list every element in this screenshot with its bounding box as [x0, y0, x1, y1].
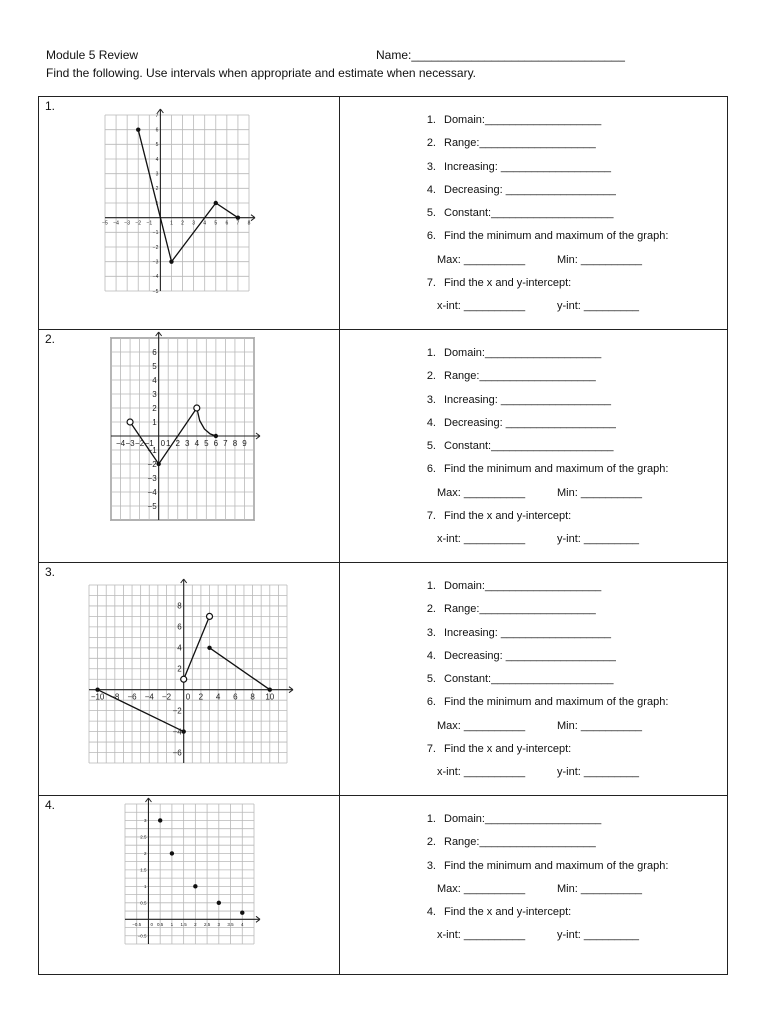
xint-blank[interactable]: x-int: __________	[437, 929, 526, 942]
graph-cell-1	[39, 97, 340, 330]
x-tick-label: 2	[198, 692, 204, 702]
constant-blank[interactable]: Constant:____________________	[444, 207, 614, 220]
domain-blank[interactable]: Domain:___________________	[444, 347, 602, 359]
answer-minmax	[412, 249, 668, 272]
y-tick-label: −2	[152, 244, 159, 251]
x-tick-label: 10	[265, 692, 275, 702]
x-tick-label: 5	[204, 439, 209, 448]
intercepts-label: Find the x and y-intercept:	[444, 277, 572, 290]
question-increasing: 3. Increasing: __________________	[426, 626, 611, 639]
closed-point	[214, 434, 218, 438]
question-intercepts: 7. Find the x and y-intercept:	[426, 510, 572, 523]
problem-row-1	[39, 97, 728, 330]
increasing-blank[interactable]: Increasing: __________________	[444, 626, 611, 639]
y-tick-label: 3	[152, 389, 157, 399]
y-tick-label: 1	[143, 883, 147, 889]
closed-point	[181, 729, 185, 733]
x-tick-label: 0.5	[157, 921, 164, 927]
x-tick-label: 3.5	[227, 921, 234, 927]
constant-blank[interactable]: Constant:____________________	[444, 440, 614, 453]
question-list-3	[412, 575, 668, 785]
x-tick-label: −1	[146, 220, 153, 227]
x-tick-label: −10	[90, 692, 105, 702]
closed-point	[158, 818, 162, 822]
closed-point	[170, 851, 174, 855]
xint-blank[interactable]: x-int: __________	[437, 766, 526, 779]
max-blank[interactable]: Max: __________	[437, 719, 526, 732]
graph-3	[39, 563, 339, 795]
minmax-label: Find the minimum and maximum of the graph:	[444, 463, 669, 476]
x-tick-label: −4	[113, 220, 119, 227]
question-list-4	[412, 808, 668, 948]
x-tick-label: 2.5	[203, 921, 211, 927]
question-increasing: 3. Increasing: __________________	[426, 393, 611, 406]
x-tick-label: 1	[165, 439, 171, 448]
question-minmax: 6. Find the minimum and maximum of the graph:	[426, 230, 669, 243]
question-list-2	[412, 342, 668, 552]
x-tick-label: 1	[170, 220, 173, 227]
open-point	[207, 613, 213, 619]
minmax-label: Find the minimum and maximum of the graph:	[444, 230, 669, 243]
y-tick-label: 2	[143, 850, 147, 856]
question-list-1	[412, 109, 668, 319]
problem-number: 2.	[45, 332, 56, 346]
domain-blank[interactable]: Domain:___________________	[444, 813, 602, 825]
questions-cell-3	[340, 563, 728, 796]
problem-row-3	[39, 563, 728, 796]
decreasing-blank[interactable]: Decreasing: __________________	[444, 183, 616, 196]
question-intercepts: 7. Find the x and y-intercept:	[426, 277, 572, 290]
domain-blank[interactable]: Domain:___________________	[444, 114, 602, 126]
closed-point	[268, 688, 272, 692]
minmax-label: Find the minimum and maximum of the graph:	[444, 859, 669, 872]
answer-intercepts	[412, 295, 668, 318]
y-tick-label: 2	[177, 664, 182, 674]
x-tick-label: −2	[135, 439, 145, 448]
x-tick-label: 8	[247, 220, 251, 227]
question-intercepts: 4. Find the x and y-intercept:	[426, 906, 572, 919]
graph-1	[39, 97, 339, 329]
x-tick-label: 6	[225, 220, 229, 227]
answer-intercepts	[412, 761, 668, 784]
x-tick-label: 4	[203, 220, 207, 227]
closed-point	[169, 259, 173, 263]
y-tick-label: 2	[155, 186, 159, 193]
question-domain: 1. Domain:___________________	[426, 813, 602, 825]
problem-number: 4.	[45, 798, 56, 812]
question-decreasing: 4. Decreasing: __________________	[426, 183, 616, 196]
y-tick-label: 8	[177, 601, 182, 611]
instructions: Find the following. Use intervals when appropriate and estimate when necessary.	[46, 66, 477, 80]
max-blank[interactable]: Max: __________	[437, 253, 526, 266]
answer-minmax	[412, 878, 668, 901]
question-domain: 1. Domain:___________________	[426, 580, 602, 592]
x-tick-label: −0.5	[132, 921, 142, 927]
y-tick-label: −4	[172, 727, 182, 737]
answer-minmax	[412, 715, 668, 738]
y-tick-label: 5	[152, 361, 157, 371]
y-tick-label: −2	[172, 706, 182, 716]
question-minmax: 3. Find the minimum and maximum of the graph:	[426, 859, 669, 872]
question-minmax: 6. Find the minimum and maximum of the graph:	[426, 463, 669, 476]
xint-blank[interactable]: x-int: __________	[437, 300, 526, 313]
x-tick-label: 4	[215, 692, 221, 702]
decreasing-blank[interactable]: Decreasing: __________________	[444, 416, 616, 429]
intercepts-label: Find the x and y-intercept:	[444, 510, 572, 523]
x-tick-label: −3	[124, 220, 131, 227]
intercepts-label: Find the x and y-intercept:	[444, 906, 572, 919]
x-tick-label: −2	[135, 220, 142, 227]
x-tick-label: −8	[110, 692, 120, 702]
x-tick-label: 0	[150, 921, 153, 927]
problem-table	[38, 96, 728, 975]
y-tick-label: −5	[147, 501, 157, 511]
x-tick-label: −6	[127, 692, 137, 702]
question-constant: 5. Constant:____________________	[426, 207, 614, 220]
y-tick-label: 4	[155, 156, 159, 163]
increasing-blank[interactable]: Increasing: __________________	[444, 160, 611, 173]
x-tick-label: 1.5	[180, 921, 187, 927]
graph-cell-2	[39, 330, 340, 563]
max-blank[interactable]: Max: __________	[437, 486, 526, 499]
x-tick-label: 3	[217, 921, 221, 927]
decreasing-blank[interactable]: Decreasing: __________________	[444, 649, 616, 662]
minmax-label: Find the minimum and maximum of the graph:	[444, 696, 669, 709]
x-tick-label: 3	[185, 439, 190, 448]
closed-point	[156, 462, 160, 466]
min-blank[interactable]: Min: __________	[557, 882, 643, 895]
max-blank[interactable]: Max: __________	[437, 882, 526, 895]
open-point	[194, 405, 200, 411]
y-tick-label: −4	[152, 274, 159, 281]
question-constant: 5. Constant:____________________	[426, 673, 614, 686]
question-range: 2. Range:___________________	[426, 836, 596, 849]
x-tick-label: 7	[223, 439, 228, 448]
increasing-blank[interactable]: Increasing: __________________	[444, 393, 611, 406]
y-tick-label: −4	[147, 487, 157, 497]
y-tick-label: 5	[155, 142, 159, 149]
y-tick-label: 6	[152, 347, 157, 357]
graph-2	[39, 330, 339, 562]
yint-blank[interactable]: y-int: _________	[557, 766, 639, 779]
question-minmax: 6. Find the minimum and maximum of the graph:	[426, 696, 669, 709]
x-tick-label: 7	[236, 220, 240, 227]
name-field[interactable]: Name:________________________________	[376, 48, 625, 62]
y-tick-label: 6	[155, 127, 159, 134]
questions-cell-1	[340, 97, 728, 330]
graph-cell-4	[39, 796, 340, 975]
x-tick-label: 0	[185, 692, 191, 702]
question-domain: 1. Domain:___________________	[426, 114, 602, 126]
open-point	[127, 419, 133, 425]
y-tick-label: 3	[143, 818, 147, 824]
questions-cell-2	[340, 330, 728, 563]
xint-blank[interactable]: x-int: __________	[437, 533, 526, 546]
y-tick-label: 7	[155, 112, 159, 119]
y-tick-label: −3	[152, 259, 159, 266]
y-tick-label: −6	[172, 748, 182, 758]
closed-point	[214, 201, 218, 205]
x-tick-label: 5	[214, 220, 218, 227]
worksheet-title: Module 5 Review	[46, 48, 139, 62]
question-domain: 1. Domain:___________________	[426, 347, 602, 359]
x-tick-label: 2	[181, 220, 184, 227]
y-tick-label: 0.5	[140, 900, 147, 906]
question-constant: 5. Constant:____________________	[426, 440, 614, 453]
answer-intercepts	[412, 528, 668, 551]
y-tick-label: −5	[152, 288, 159, 295]
closed-point	[217, 901, 221, 905]
range-blank[interactable]: Range:___________________	[444, 137, 596, 150]
y-tick-label: −1	[152, 230, 159, 237]
x-tick-label: 1	[170, 921, 174, 927]
x-tick-label: −5	[102, 220, 108, 227]
x-tick-label: 6	[233, 692, 238, 702]
y-tick-label: 3	[155, 171, 159, 178]
x-tick-label: 2	[175, 439, 180, 448]
question-range: 2. Range:___________________	[426, 137, 596, 150]
problem-row-2	[39, 330, 728, 563]
x-tick-label: 4	[241, 921, 244, 927]
questions-cell-4	[340, 796, 728, 975]
yint-blank[interactable]: y-int: _________	[557, 929, 639, 942]
y-tick-label: 1.5	[140, 867, 147, 873]
question-increasing: 3. Increasing: __________________	[426, 160, 611, 173]
x-tick-label: 8	[250, 692, 255, 702]
x-tick-label: 9	[242, 439, 247, 448]
x-tick-label: −2	[161, 692, 172, 702]
closed-point	[95, 688, 99, 692]
y-tick-label: 4	[177, 643, 182, 653]
domain-blank[interactable]: Domain:___________________	[444, 580, 602, 592]
min-blank[interactable]: Min: __________	[557, 719, 643, 732]
question-range: 2. Range:___________________	[426, 603, 596, 616]
closed-point	[193, 884, 197, 888]
x-tick-label: −4	[115, 439, 126, 448]
range-blank[interactable]: Range:___________________	[444, 836, 596, 849]
question-decreasing: 4. Decreasing: __________________	[426, 649, 616, 662]
y-tick-label: −3	[147, 473, 157, 483]
y-tick-label: 2	[152, 403, 157, 413]
x-tick-label: 0	[160, 439, 166, 448]
problem-number: 3.	[45, 565, 56, 579]
question-range: 2. Range:___________________	[426, 370, 596, 383]
intercepts-label: Find the x and y-intercept:	[444, 743, 572, 756]
x-tick-label: 4	[194, 439, 200, 448]
y-tick-label: 1	[152, 417, 157, 427]
x-tick-label: 2	[194, 921, 197, 927]
min-blank[interactable]: Min: __________	[557, 486, 643, 499]
problem-row-4	[39, 796, 728, 975]
constant-blank[interactable]: Constant:____________________	[444, 673, 614, 686]
y-tick-label: 4	[152, 375, 157, 385]
range-blank[interactable]: Range:___________________	[444, 370, 596, 383]
closed-point	[240, 911, 244, 915]
y-tick-label: 6	[177, 622, 182, 632]
closed-point	[136, 127, 140, 131]
range-blank[interactable]: Range:___________________	[444, 603, 596, 616]
closed-point	[207, 646, 211, 650]
answer-intercepts	[412, 924, 668, 947]
answer-minmax	[412, 482, 668, 505]
y-tick-label: 1	[155, 200, 159, 207]
yint-blank[interactable]: y-int: _________	[557, 300, 639, 313]
x-tick-label: −4	[144, 692, 154, 702]
x-tick-label: −1	[144, 439, 154, 448]
open-point	[181, 676, 187, 682]
x-tick-label: 6	[213, 439, 219, 448]
question-decreasing: 4. Decreasing: __________________	[426, 416, 616, 429]
y-tick-label: 2.5	[140, 834, 147, 840]
y-tick-label: −0.5	[137, 933, 147, 939]
y-tick-label: −1	[147, 445, 157, 455]
y-tick-label: −2	[147, 459, 157, 469]
x-tick-label: 8	[232, 439, 238, 448]
x-tick-label: 3	[192, 220, 196, 227]
yint-blank[interactable]: y-int: _________	[557, 533, 639, 546]
x-tick-label: −3	[125, 439, 135, 448]
graph-cell-3	[39, 563, 340, 796]
problem-number: 1.	[45, 99, 56, 113]
graph-4	[39, 796, 339, 974]
min-blank[interactable]: Min: __________	[557, 253, 643, 266]
closed-point	[236, 215, 240, 219]
question-intercepts: 7. Find the x and y-intercept:	[426, 743, 572, 756]
graph-segment	[138, 130, 238, 262]
